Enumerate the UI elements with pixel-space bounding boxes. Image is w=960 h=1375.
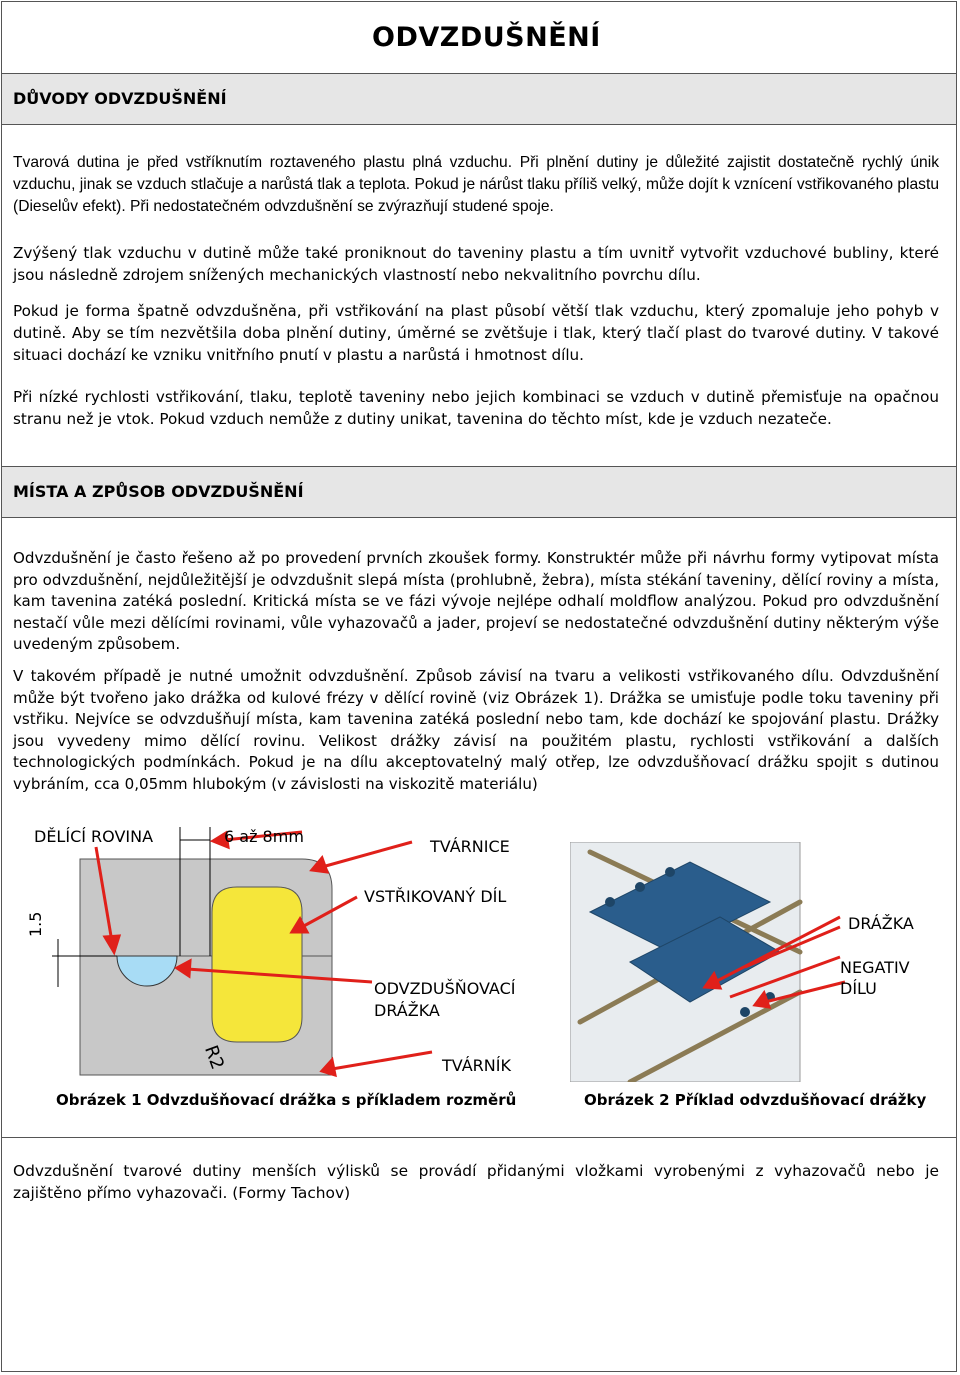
figure-1-caption: Obrázek 1 Odvzdušňovací drážka s příkladem rozměrů [56,1091,517,1109]
paragraph: V takovém případě je nutné umožnit odvzdušnění. Způsob závisí na tvaru a velikosti vstřikovaného dílu. Odvzdušnění může být tvořeno jako drážka od kulové frézy v dělící rovině (viz Obrázek 1). Drážka se umisťuje podle toku taveniny při vstřiku. Nejvíce se odvzdušňují místa, kam tavenina zatéká poslední nebo tam, kde dochází ke spojování plastu. Drážky jsou vyvedeny mimo dělící rovinu. Velikost drážky závisí na použitém plastu, rychlosti vstřikování a dalších technologických podmínkách. Pokud je na dílu akceptovatelný malý otřep, lze odvzdušňovací drážku spojit s dutinou vybráním, cca 0,05mm hlubokým (v závislosti na viskozitě materiálu) [13,667,939,793]
figure-1 [2,817,562,1117]
label-width: 6 až 8mm [224,827,304,846]
paragraph: Pokud je forma špatně odvzdušněna, při vstřikování na plast působí větší tlak vzduchu, který zpomaluje jeho pohyb v dutině. Aby se tím nezvětšila doba plnění dutiny, úměrné se zvětšuje i tlak, který tlačí plast do tvarové dutiny. V takové situaci dochází ke vzniku vnitřního pnutí v plastu a narůstá i hmotnost dílu. [13,302,939,364]
label-radius: R2 [200,1042,228,1073]
label-vent-groove-2: DRÁŽKA [374,1001,440,1020]
label-molded-part: VSTŘIKOVANÝ DÍL [364,887,507,906]
title-row [2,2,956,74]
paragraph: Odvzdušnění tvarové dutiny menších výlisků se provádí přidanými vložkami vyrobenými z vyhazovačů nebo je zajištěno přímo vyhazovači. (Formy Tachov) [13,1162,939,1202]
page-frame [1,1,957,1372]
label-groove: DRÁŽKA [848,914,914,933]
paragraph: Tvarová dutina je před vstříknutím roztaveného plastu plná vzduchu. Při plnění dutiny je důležité zajistit dostatečně rychlý únik vzduchu, jinak se vzduch stlačuje a narůstá tlak a teplota. Pokud je nárůst tlaku příliš velký, může dojít k vznícení vstřikovaného plastu (Dieselův efekt). Při nedostatečném odvzdušnění se zvýrazňují studené spoje. [13,154,939,215]
figure-2-caption: Obrázek 2 Příklad odvzdušňovací drážky [584,1091,927,1109]
section-header-places [2,466,956,518]
paragraph: Odvzdušnění je často řešeno až po provedení prvních zkoušek formy. Konstruktér může při návrhu formy vytipovat místa pro odvzdušnění, nejdůležitější je odvzdušnit slepá místa (prohlubně, žebra), místa stékání taveniny, dělící roviny a místa, kam tavenina zatéká poslední. Kritická místa se ve fázi vývoje nejlépe odhalí moldflow analýzou. Pokud pro odvzdušnění nestačí vůle mezi dělícími rovinami, vůle vyhazovačů a jader, projeví se nedostatečné odvzdušnění dutiny některým výše uvedeným způsobem. [13,549,939,654]
page-title: ODVZDUŠNĚNÍ [372,22,601,53]
figure-2 [570,842,950,1082]
section-header-reasons [2,73,956,125]
section-heading: MÍSTA A ZPŮSOB ODVZDUŠNĚNÍ [13,482,304,501]
label-negative-1: NEGATIV [840,958,910,977]
label-punch: TVÁRNÍK [442,1056,511,1075]
label-height: 1.5 [26,911,45,937]
paragraph: Zvýšený tlak vzduchu v dutině může také proniknout do taveniny plastu a tím uvnitř vytvořit vzduchové bubliny, které jsou následně zdrojem snížených mechanických vlastností nebo nekvalitního povrchu dílu. [13,244,939,284]
divider [2,1137,956,1138]
label-die: TVÁRNICE [430,837,510,856]
label-negative-2: DÍLU [840,979,877,998]
paragraph: Při nízké rychlosti vstřikování, tlaku, teplotě taveniny nebo jejich kombinaci se vzduch v dutině přemisťuje na opačnou stranu než je vtok. Pokud vzduch nemůže z dutiny unikat, tavenina do těchto míst, kde je vzduch nezateče. [13,388,939,428]
label-vent-groove-1: ODVZDUŠŇOVACÍ [374,979,516,998]
label-parting-plane: DĚLÍCÍ ROVINA [34,827,154,846]
section-heading: DŮVODY ODVZDUŠNĚNÍ [13,89,227,108]
